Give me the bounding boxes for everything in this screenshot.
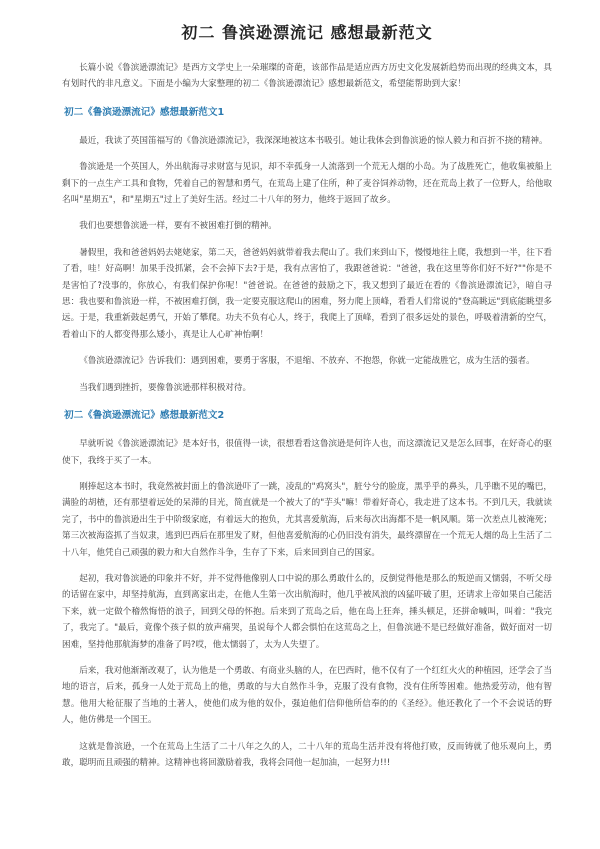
paragraph: 暑假里，我和爸爸妈妈去姥姥家，第二天，爸爸妈妈就带着我去爬山了。我们来到山下，慢慢地往上爬，我想到一半，往下看了看，哇！好高啊！加果手没抓紧，会不会掉下去?于是，我有点害怕了，我跟爸爸说："爸爸，我在这里等你们好不好?""你是不是害怕了?没事的，你放心，有我们保护你呢！"爸爸说。在爸爸的鼓励之下，我又想到了最近在看的《鲁滨逊漂流记》，暗自寻思：我也要和鲁滨逊一样，不被困难打倒，我一定要克服这爬山的困难，努力爬上顶峰，看看人们常说的"登高眺远"到底能眺望多远。于是，我重新鼓起勇气，开始了攀爬。功夫不负有心人，终于，我爬上了顶峰，看到了很多远处的景色，呼吸着清新的空气，看着山下的人都变得那么矮小，真是让人心旷神怡啊！ <box>62 247 552 340</box>
intro-paragraph: 长篇小说《鲁滨逊漂流记》是西方文学史上一朵璀璨的奇葩，该部作品是适应西方历史文化发展新趋势而出现的经典文本，具有划时代的非凡意义。下面是小编为大家整理的初二《鲁滨逊漂流记》感想最新范文，希望能帮助到大家！ <box>62 63 552 90</box>
paragraph: 最近，我读了英国笛福写的《鲁滨逊漂流记》，我深深地被这本书吸引。她让我体会到鲁滨逊的惊人毅力和百折不挠的精神。 <box>79 135 548 146</box>
paragraph: 《鲁滨逊漂流记》告诉我们：遇到困难，要勇于客服，不退缩、不放弃、不抱怨，你就一定能战胜它，成为生活的强者。 <box>79 356 535 367</box>
paragraph: 这就是鲁滨逊，一个在荒岛上生活了二十八年之久的人，二十八年的荒岛生活并没有将他打败，反而铸就了他乐观向上，勇敢，聪明而且顽强的精神。这精神也将回激励着我，我将会同他一起加油，一起努力!!! <box>62 741 552 768</box>
paragraph: 当我们遇到挫折，要像鲁滨逊那样积极对待。 <box>79 382 252 393</box>
paragraph: 鲁滨逊是一个英国人，外出航海寻求财富与见识，却不幸孤身一人流落到一个荒无人烟的小岛。为了战胜死亡，他收集被船上剩下的一点生产工具和食物，凭着自己的智慧和勇气，在荒岛上建了住所，种了麦谷饲养动物，还在荒岛上救了一位野人，给他取名叫"星期五"，和"星期五"过上了美好生活。经过二十八年的努力，他终于返回了故乡。 <box>62 162 552 206</box>
section-heading-1: 初二《鲁滨逊漂流记》感想最新范文1 <box>64 106 225 118</box>
paragraph: 早就听说《鲁滨逊漂流记》是本好书，很值得一读，很想看看这鲁滨逊是何许人也，而这漂流记又是怎么回事，在好奇心的驱使下，我终于买了一本。 <box>62 439 552 466</box>
section-heading-2: 初二《鲁滨逊漂流记》感想最新范文2 <box>64 410 225 422</box>
paragraph: 我们也要想鲁滨逊一样，要有不被困难打倒的精神。 <box>79 221 277 232</box>
page-title: 初二 鲁滨逊漂流记 感想最新范文 <box>181 23 433 42</box>
paragraph: 刚捧起这本书时，我竟然被封面上的鲁滨逊吓了一跳，凌乱的"鸡窝头"，脏兮兮的脸庞，黑乎乎的鼻头，几乎瞧不见的嘴巴，满脸的胡楂，还有那望着远处的呆滞的目光，简直就是一个被大了的"芋头"嘛！带着好奇心，我走进了这本书。不到几天，我就读完了，书中的鲁滨逊出生于中阶级家庭，有着远大的抱负，尤其喜爱航海，后来每次出海都不是一帆风顺。第一次差点儿被淹死；第三次被海盗抓了当奴隶，逃到巴西后在那里发了财，但他喜爱航海的心仍旧没有消失，最终漂留在一个荒无人烟的岛上生活了二十八年，他凭自己顽强的毅力和大自然作斗争，生存了下来，后来回到自己的国家。 <box>62 481 552 558</box>
paragraph: 起初，我对鲁滨逊的印象并不好，并不觉得他像别人口中说的那么勇敢什么的，反倒觉得他是那么的叛逆而又懦弱，不听父母的话留在家中，却坚持航海，直到离家出走，在他人生第一次出航海时，他几乎被风浪的凶猛吓破了胆，还请求上帝如果自己能活下来，就一定做个稽然悔悟的浪子，回到父母的怀抱。后来到了荒岛之后，他在岛上狂奔，捶头顿足，还拼命喊叫，叫着："我完了，我完了。"最后，竟像个孩子似的放声痛哭，虽说每个人都会惧怕在这荒岛之上，但鲁滨逊不是已经做好准备，做好面对一切困难，坚持他那航海梦的准备了吗?哎，他太懦弱了，太为人失望了。 <box>62 573 552 650</box>
paragraph: 后来，我对他渐渐改观了，认为他是一个勇敢、有商业头脑的人，在巴西时，他不仅有了一个红红火火的种植园，还学会了当地的语言，后来，孤身一人处于荒岛上的他，勇敢的与大自然作斗争，克服了没有食物，没有住所等困难。他热爱劳动，他有智慧。他用大枪征服了当地的土著人，使他们成为他的奴仆，强迫他们信仰他所信奉的的《圣经》。他还教化了一个不会说话的野人，他仿佛是一个国王。 <box>62 665 552 726</box>
